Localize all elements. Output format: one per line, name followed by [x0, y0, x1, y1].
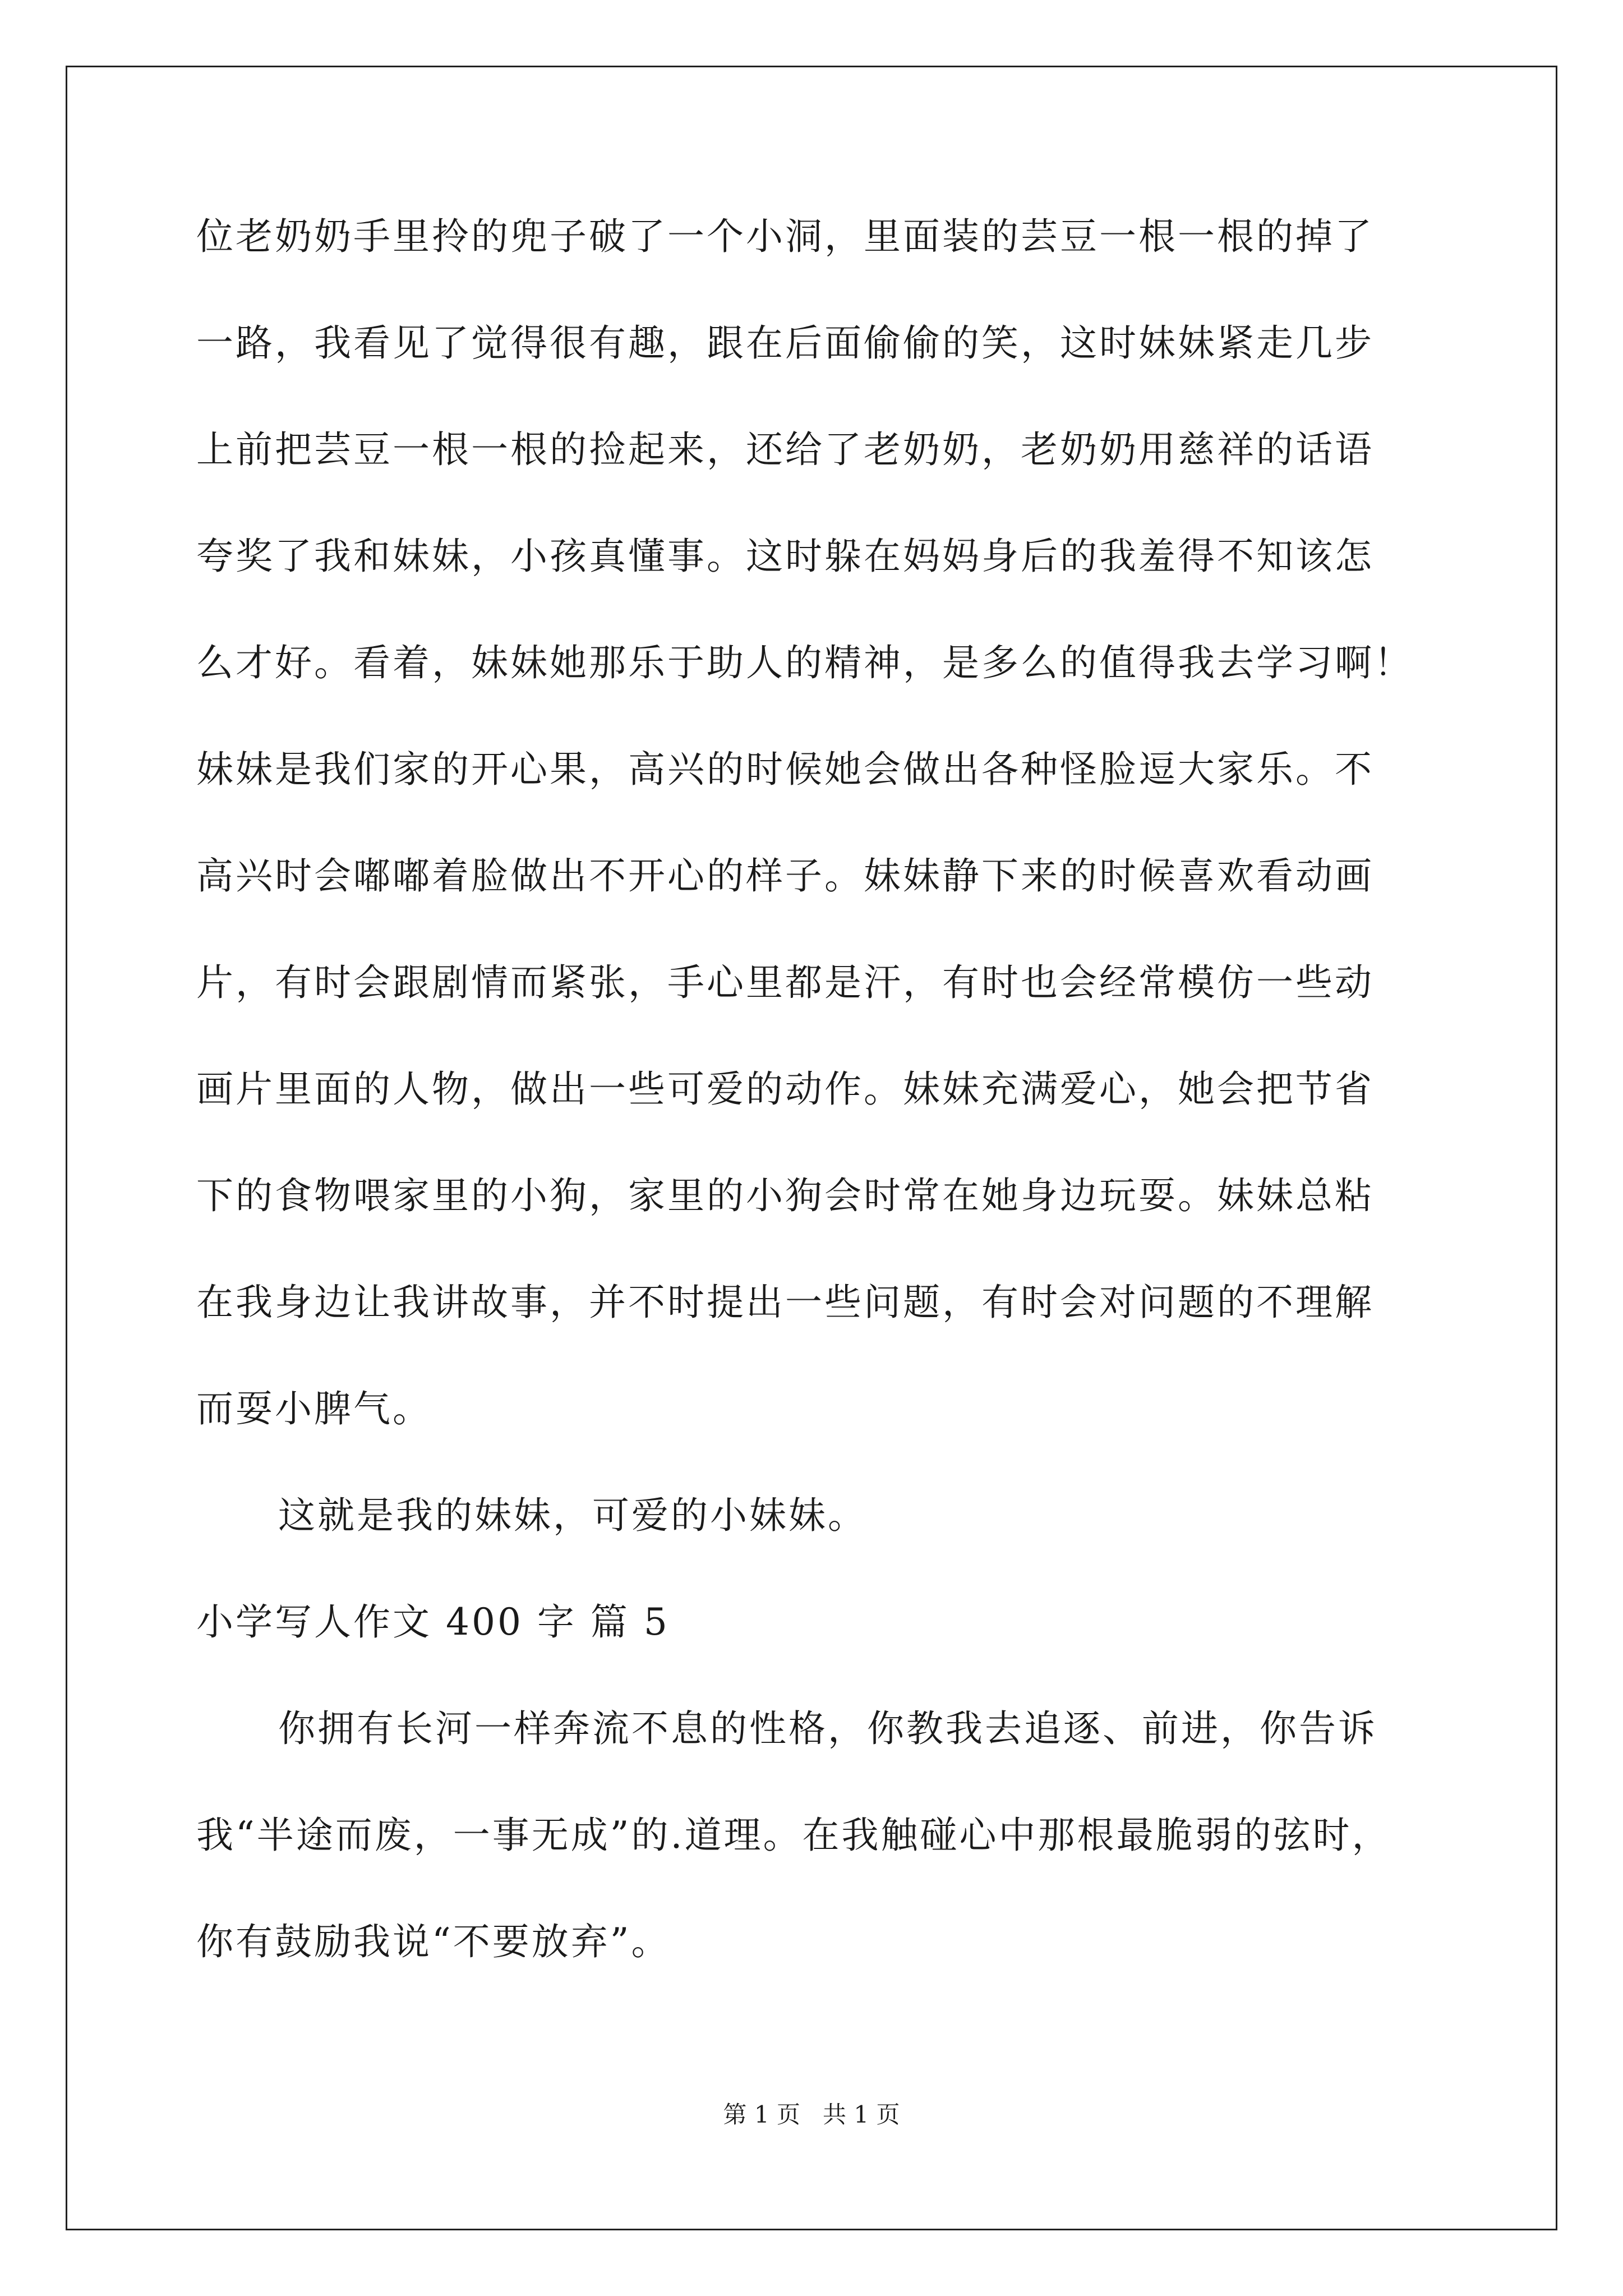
text-line: 夸奖了我和妹妹，小孩真懂事。这时躲在妈妈身后的我羞得不知该怎: [196, 535, 1374, 578]
section-heading: 小学写人作文 400 字 篇 5: [196, 1600, 670, 1644]
text-line: 位老奶奶手里拎的兜子破了一个小洞，里面装的芸豆一根一根的掉了: [196, 215, 1374, 258]
text-line: 在我身边让我讲故事，并不时提出一些问题，有时会对问题的不理解: [196, 1281, 1374, 1324]
document-body: [196, 208, 1441, 2019]
text-line: 画片里面的人物，做出一些可爱的动作。妹妹充满爱心，她会把节省: [196, 1068, 1374, 1111]
text-line: 我“半途而废，一事无成”的.道理。在我触碰心中那根最脆弱的弦时，: [196, 1814, 1391, 1857]
text-line: 么才好。看着，妹妹她那乐于助人的精神，是多么的值得我去学习啊！: [196, 641, 1413, 684]
paragraph-closing-line: 这就是我的妹妹，可爱的小妹妹。: [278, 1494, 867, 1537]
text-line: 上前把芸豆一根一根的捡起来，还给了老奶奶，老奶奶用慈祥的话语: [196, 428, 1374, 471]
text-line: 妹妹是我们家的开心果，高兴的时候她会做出各种怪脸逗大家乐。不: [196, 748, 1374, 791]
text-line: 你有鼓励我说“不要放弃”。: [196, 1920, 671, 1963]
text-line: 下的食物喂家里的小狗，家里的小狗会时常在她身边玩耍。妹妹总粘: [196, 1174, 1374, 1217]
page-number-footer: 第 1 页 共 1 页: [723, 2101, 900, 2128]
text-line: 高兴时会嘟嘟着脸做出不开心的样子。妹妹静下来的时候喜欢看动画: [196, 854, 1374, 898]
paragraph-first-line: 你拥有长河一样奔流不息的性格，你教我去追逐、前进，你告诉: [278, 1707, 1377, 1750]
text-line: 片，有时会跟剧情而紧张，手心里都是汗，有时也会经常模仿一些动: [196, 961, 1374, 1004]
text-line: 而耍小脾气。: [196, 1387, 432, 1430]
text-line: 一路，我看见了觉得很有趣，跟在后面偷偷的笑，这时妹妹紧走几步: [196, 321, 1374, 365]
